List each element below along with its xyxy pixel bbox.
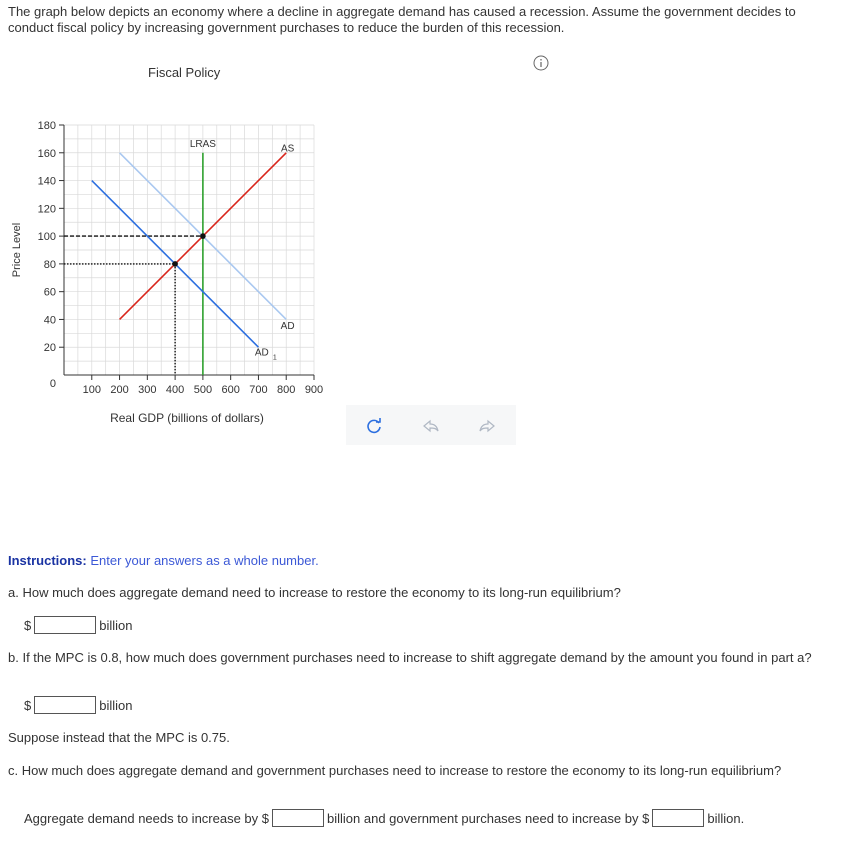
question-c-text: c. How much does aggregate demand and government purchases need to increase to restore the economy to its long-run equilibrium? <box>8 763 782 778</box>
x-tick-label: 500 <box>193 384 213 396</box>
graph-toolbar <box>346 405 516 445</box>
y-tick-label: 180 <box>37 120 56 132</box>
ad1-label: AD <box>254 347 269 359</box>
x-axis-title: Real GDP (billions of dollars) <box>110 411 264 425</box>
long-run-equilibrium-point <box>200 233 206 239</box>
answer-a-row <box>24 616 132 634</box>
currency-symbol: $ <box>24 697 32 713</box>
y-tick-label: 60 <box>43 286 56 299</box>
g-increase-input[interactable] <box>652 809 704 827</box>
x-tick-label: 800 <box>277 384 296 396</box>
currency-symbol: $ <box>24 617 32 633</box>
y-tick-label: 20 <box>43 342 56 355</box>
g-increase-prefix: billion and government purchases need to increase by $ <box>327 810 650 826</box>
x-tick-label: 300 <box>138 384 157 396</box>
chart-plot[interactable] <box>0 55 560 435</box>
x-tick-label: 900 <box>304 384 324 396</box>
ad-increase-input[interactable] <box>272 809 324 827</box>
y-tick-label: 80 <box>43 258 56 271</box>
chart-title: Fiscal Policy <box>148 65 221 80</box>
origin-label: 0 <box>49 378 56 390</box>
y-tick-label: 100 <box>37 231 56 244</box>
answer-a-input[interactable] <box>34 616 96 634</box>
reset-icon[interactable] <box>363 415 385 437</box>
lras-label: LRAS <box>189 139 216 151</box>
x-tick-label: 700 <box>249 384 268 396</box>
y-tick-label: 160 <box>37 147 56 160</box>
instructions <box>8 553 319 568</box>
instructions-label: Instructions: <box>8 553 87 568</box>
fiscal-policy-chart <box>0 55 560 435</box>
as-label: AS <box>280 143 295 155</box>
y-tick-label: 120 <box>37 203 56 216</box>
unit-label: billion <box>99 617 133 633</box>
y-axis-title: Price Level <box>11 222 23 278</box>
answer-b-row <box>24 696 132 714</box>
redo-icon[interactable] <box>476 415 498 437</box>
x-tick-label: 200 <box>110 384 129 396</box>
question-a-text: a. How much does aggregate demand need to increase to restore the economy to its long-run equilibrium? <box>8 585 621 600</box>
y-tick-label: 40 <box>43 314 56 327</box>
ad-label: AD <box>280 321 295 333</box>
answer-c-row <box>24 809 744 827</box>
question-b-text: b. If the MPC is 0.8, how much does government purchases need to increase to shift aggregate demand by the amount you found in part a? <box>8 650 812 665</box>
unit-label: billion <box>99 697 133 713</box>
x-tick-label: 400 <box>165 384 185 396</box>
x-tick-label: 600 <box>221 384 240 396</box>
y-tick-label: 140 <box>37 175 56 188</box>
undo-icon[interactable] <box>420 415 442 437</box>
intro-text: The graph below depicts an economy where a decline in aggregate demand has caused a recession. Assume the government decides to conduct fiscal policy by increasing government purchases to reduce the burden of this recession. <box>8 4 796 35</box>
suppose-text: Suppose instead that the MPC is 0.75. <box>8 730 230 745</box>
x-tick-label: 100 <box>82 384 101 396</box>
ad-increase-prefix: Aggregate demand needs to increase by $ <box>24 810 270 826</box>
answer-b-input[interactable] <box>34 696 96 714</box>
c-suffix: billion. <box>707 810 745 826</box>
ad1-subscript: 1 <box>272 354 277 362</box>
instructions-text: Enter your answers as a whole number. <box>90 553 319 568</box>
recession-equilibrium-point <box>172 261 178 267</box>
